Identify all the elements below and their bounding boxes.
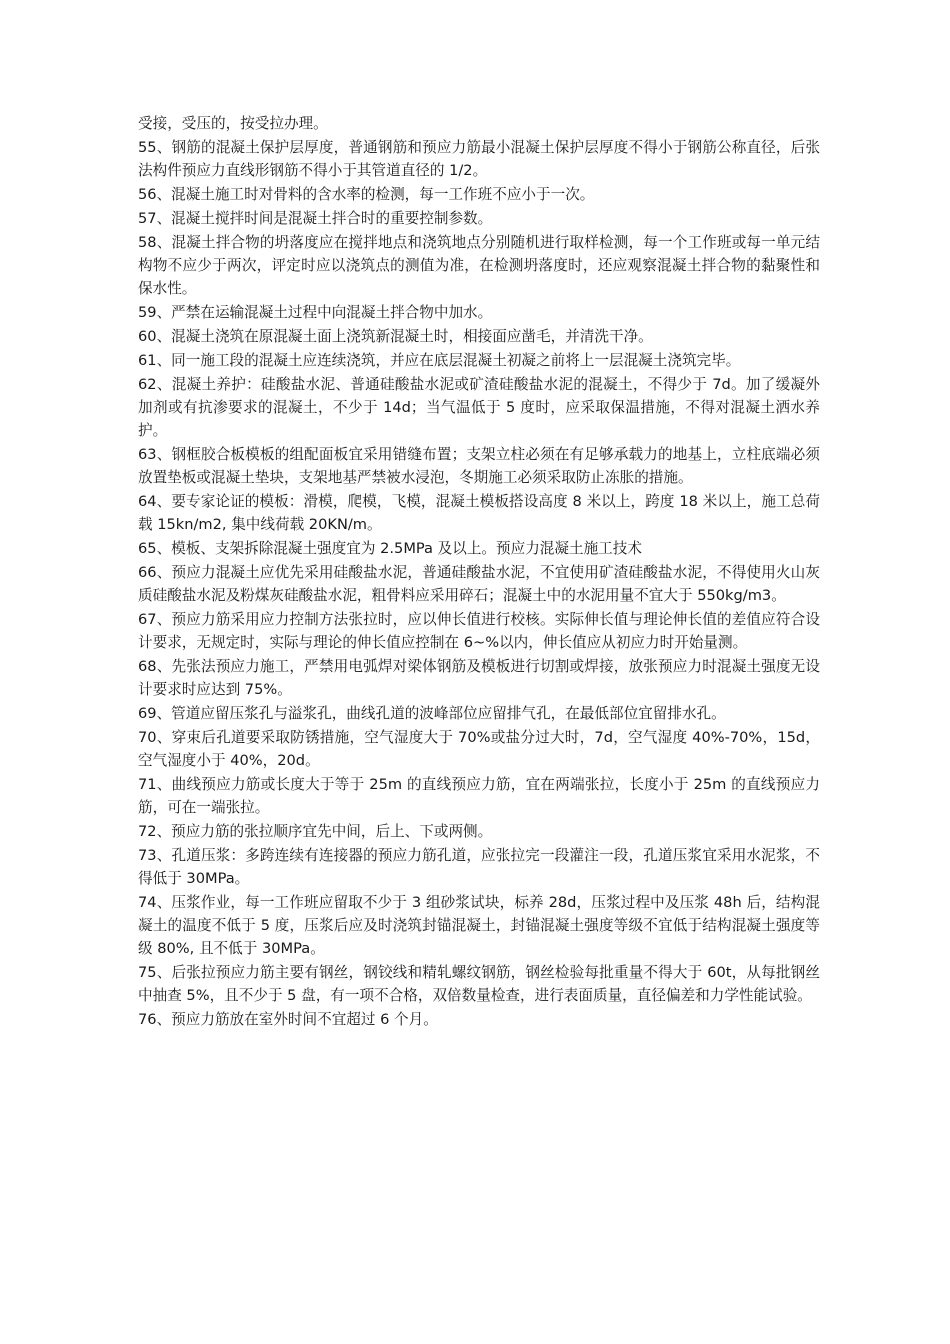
paragraph-58: 58、混凝土拌合物的坍落度应在搅拌地点和浇筑地点分别随机进行取样检测，每一个工作班或每一单元结构物不应少于两次，评定时应以浇筑点的测值为准，在检测坍落度时，还应观察混凝土拌合物的黏聚性和保水性。 xyxy=(138,234,820,297)
paragraph-76: 76、预应力筋放在室外时间不宜超过 6 个月。 xyxy=(138,1011,438,1028)
paragraph-64: 64、要专家论证的模板：滑模，爬模，飞模，混凝土模板搭设高度 8 米以上，跨度 18 米以上，施工总荷载 15kn/m2, 集中线荷载 20KN/m。 xyxy=(138,493,820,533)
paragraph-55: 55、钢筋的混凝土保护层厚度，普通钢筋和预应力筋最小混凝土保护层厚度不得小于钢筋公称直径，后张法构件预应力直线形钢筋不得小于其管道直径的 1/2。 xyxy=(138,139,820,179)
paragraph-71: 71、曲线预应力筋或长度大于等于 25m 的直线预应力筋，宜在两端张拉，长度小于 25m 的直线预应力筋，可在一端张拉。 xyxy=(138,776,820,816)
paragraph-74: 74、压浆作业，每一工作班应留取不少于 3 组砂浆试块，标养 28d，压浆过程中及压浆 48h 后，结构混凝土的温度不低于 5 度，压浆后应及时浇筑封锚混凝土，封锚混凝土强度等级不宜低于结构混凝土强度等级 80%, 且不低于 30MPa。 xyxy=(138,894,820,957)
paragraph-59: 59、严禁在运输混凝土过程中向混凝土拌合物中加水。 xyxy=(138,304,493,321)
paragraph-69: 69、管道应留压浆孔与溢浆孔，曲线孔道的波峰部位应留排气孔，在最低部位宜留排水孔。 xyxy=(138,705,726,722)
paragraph-61: 61、同一施工段的混凝土应连续浇筑，并应在底层混凝土初凝之前将上一层混凝土浇筑完毕。 xyxy=(138,352,741,369)
paragraph-57: 57、混凝土搅拌时间是混凝土拌合时的重要控制参数。 xyxy=(138,210,493,227)
paragraph-67: 67、预应力筋采用应力控制方法张拉时，应以伸长值进行校核。实际伸长值与理论伸长值的差值应符合设计要求，无规定时，实际与理论的伸长值应控制在 6~%以内，伸长值应从初应力时开始量测。 xyxy=(138,611,820,651)
paragraph-70: 70、穿束后孔道要采取防锈措施，空气湿度大于 70%或盐分过大时，7d，空气湿度 40%-70%，15d，空气湿度小于 40%，20d。 xyxy=(138,729,820,769)
paragraph-66: 66、预应力混凝土应优先采用硅酸盐水泥，普通硅酸盐水泥，不宜使用矿渣硅酸盐水泥，不得使用火山灰质硅酸盐水泥及粉煤灰硅酸盐水泥，粗骨料应采用碎石；混凝土中的水泥用量不宜大于 550kg/m3。 xyxy=(138,564,820,604)
paragraph-68: 68、先张法预应力施工，严禁用电弧焊对梁体钢筋及模板进行切割或焊接，放张预应力时混凝土强度无设计要求时应达到 75%。 xyxy=(138,658,820,698)
paragraph-56: 56、混凝土施工时对骨料的含水率的检测，每一工作班不应小于一次。 xyxy=(138,186,595,203)
paragraph-65: 65、模板、支架拆除混凝土强度宜为 2.5MPa 及以上。预应力混凝土施工技术 xyxy=(138,540,642,557)
paragraph-62: 62、混凝土养护：硅酸盐水泥、普通硅酸盐水泥或矿渣硅酸盐水泥的混凝土，不得少于 7d。加了缓凝外加剂或有抗渗要求的混凝土，不少于 14d；当气温低于 5 度时，应采取保温措施，不得对混凝土洒水养护。 xyxy=(138,376,820,439)
paragraph-60: 60、混凝土浇筑在原混凝土面上浇筑新混凝土时，相接面应凿毛，并清洗干净。 xyxy=(138,328,653,345)
paragraph-75: 75、后张拉预应力筋主要有钢丝，钢铰线和精轧螺纹钢筋，钢丝检验每批重量不得大于 60t，从每批钢丝中抽查 5%，且不少于 5 盘，有一项不合格，双倍数量检查，进行表面质量，直径偏差和力学性能试验。 xyxy=(138,964,820,1004)
paragraph-continuation: 受接，受压的，按受拉办理。 xyxy=(138,115,328,132)
document-body xyxy=(138,112,820,1032)
paragraph-72: 72、预应力筋的张拉顺序宜先中间，后上、下或两侧。 xyxy=(138,823,493,840)
paragraph-73: 73、孔道压浆：多跨连续有连接器的预应力筋孔道，应张拉完一段灌注一段，孔道压浆宜采用水泥浆，不得低于 30MPa。 xyxy=(138,847,820,887)
paragraph-63: 63、钢框胶合板模板的组配面板宜采用错缝布置；支架立柱必须在有足够承载力的地基上，立柱底端必须放置垫板或混凝土垫块，支架地基严禁被水浸泡，冬期施工必须采取防止冻胀的措施。 xyxy=(138,446,820,486)
